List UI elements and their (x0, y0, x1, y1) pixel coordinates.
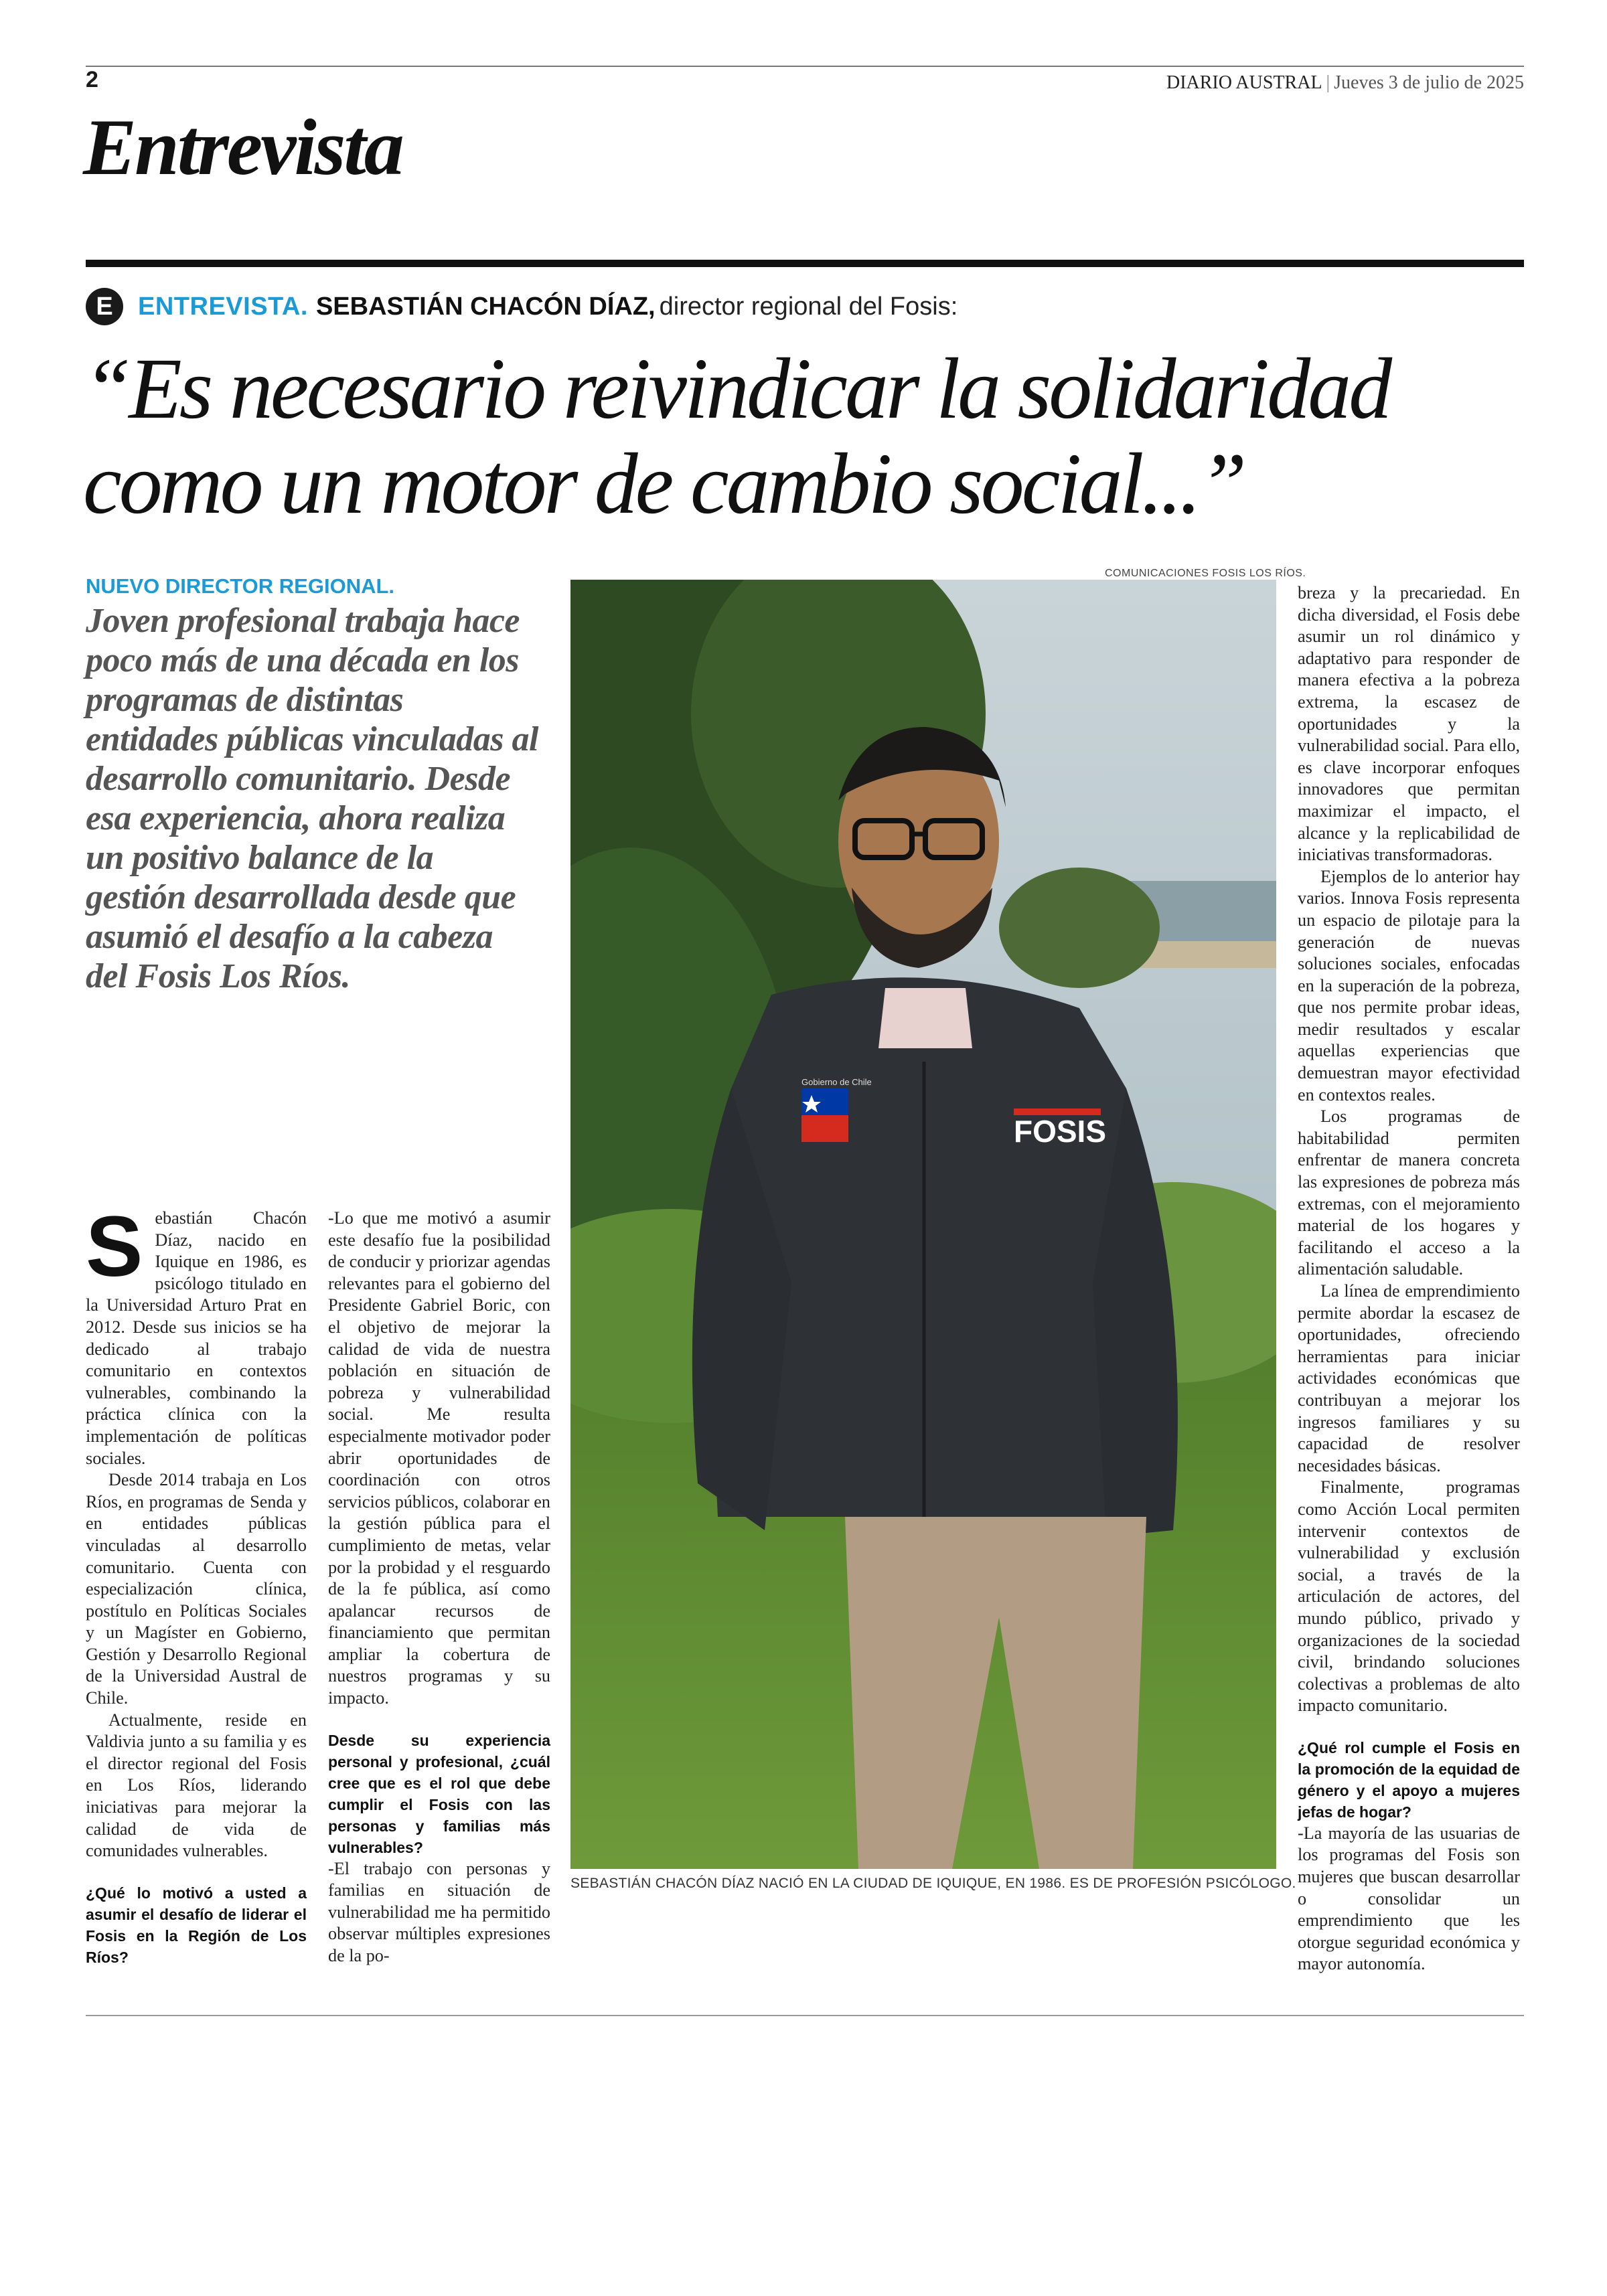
lead-text: Joven profesional trabaja hace poco más de una década en los programas de distintas entidades públicas vinculadas al desarrollo comunitario. Desde esa experiencia, ahora realiza un positivo balance de la gestión desarrollada desde que asumió el desafío a la cabeza del Fosis Los Ríos. (86, 602, 538, 995)
kicker-label: ENTREVISTA. (138, 292, 308, 321)
body-column-3 (1298, 582, 1520, 1975)
body-column-1 (86, 1199, 307, 1968)
section-title: Entrevista (83, 102, 402, 191)
body-column-2 (328, 1208, 550, 1967)
jacket-fosis-logo: FOSIS (1014, 1114, 1107, 1149)
portrait-photo (570, 580, 1276, 1869)
headline: “Es necesario reivindicar la solidaridad como un motor de cambio social...” (83, 341, 1390, 532)
top-rule (86, 66, 1524, 67)
paragraph: La línea de emprendimiento permite abordar la escasez de oportunidades, ofreciendo herramientas para iniciar actividades económicas que contribuyan a mejorar los ingresos familiares y su capacidad de resolver necesidades básicas. (1298, 1281, 1520, 1475)
kicker-role: director regional del Fosis: (659, 292, 958, 321)
lead-label: NUEVO DIRECTOR REGIONAL. (86, 574, 395, 598)
page-number: 2 (86, 67, 98, 92)
paragraph: Los programas de habitabilidad permiten enfrentar de manera concreta las expresiones de pobreza más extremas, con el mejoramiento material de los hogares y facilitando el acceso a la alimentación saludable. (1298, 1106, 1520, 1279)
paragraph: -La mayoría de las usuarias de los programas del Fosis son mujeres que buscan desarrollar o consolidar un emprendimiento que les otorgue seguridad económica y mayor autonomía. (1298, 1823, 1520, 1974)
interview-question: ¿Qué rol cumple el Fosis en la promoción de la equidad de género y el apoyo a mujeres jefas de hogar? (1298, 1738, 1520, 1821)
drop-cap: S (86, 1199, 143, 1295)
paragraph: Ejemplos de lo anterior hay varios. Innova Fosis representa un espacio de pilotaje para la generación de nuevas soluciones sociales, enfocadas en la superación de la pobreza, que nos permite probar ideas, medir resultados y escalar aquellas experiencias que demuestran mayor efectividad en contextos reales. (1298, 866, 1520, 1104)
paragraph (86, 1199, 307, 1469)
kicker (86, 286, 958, 327)
paragraph: breza y la precariedad. En dicha diversidad, el Fosis debe asumir un rol dinámico y adaptativo para responder de manera efectiva a la pobreza extrema, la escasez de oportunidades y la vulnerabilidad social. Para ello, es clave incorporar enfoques innovadores que permitan maximizar el impacto, el alcance y la replicabilidad de iniciativas transformadoras. (1298, 583, 1520, 865)
paragraph: Finalmente, programas como Acción Local permiten intervenir contextos de vulnerabilidad y exclusión social, a través de la articulación de actores, del mundo público, privado y organizaciones de la sociedad civil, brindando soluciones colectivas a problemas de alto impacto comunitario. (1298, 1477, 1520, 1716)
section-rule (86, 260, 1524, 267)
paragraph-text: ebastián Chacón Díaz, nacido en Iquique en 1986, es psicólogo titulado en la Universidad Arturo Prat en 2012. Desde sus inicios se ha dedicado al trabajo comunitario en contextos vulnerables, combinando la práctica clínica con la implementación de políticas sociales. (86, 1208, 307, 1468)
paragraph: Desde 2014 trabaja en Los Ríos, en programas de Senda y en entidades públicas vinculadas al desarrollo comunitario. Cuenta con especialización clínica, postítulo en Políticas Sociales y un Magíster en Gobierno, Gestión y Desarrollo Regional de la Universidad Austral de Chile. (86, 1470, 307, 1708)
masthead (1166, 72, 1524, 94)
kicker-name: SEBASTIÁN CHACÓN DÍAZ, (315, 292, 656, 321)
masthead-separator: | (1326, 72, 1330, 93)
newspaper-name: DIARIO AUSTRAL (1166, 72, 1322, 93)
bottom-rule (86, 2015, 1524, 2016)
issue-date: Jueves 3 de julio de 2025 (1334, 72, 1524, 93)
photo-caption: SEBASTIÁN CHACÓN DÍAZ NACIÓ EN LA CIUDAD DE IQUIQUE, EN 1986. ES DE PROFESIÓN PSICÓLOGO. (570, 1876, 1296, 1891)
interview-question: Desde su experiencia personal y profesional, ¿cuál cree que es el rol que debe cumplir el Fosis con las personas y familias más vulnerables? (328, 1731, 550, 1856)
paragraph: -Lo que me motivó a asumir este desafío fue la posibilidad de conducir y priorizar agendas relevantes para el gobierno del Presidente Gabriel Boric, con el objetivo de mejorar la calidad de vida de nuestra población en situación de pobreza y vulnerabilidad social. Me resulta especialmente motivador poder abrir oportunidades de coordinación con otros servicios públicos, colaborar en la gestión pública para el cumplimiento de metas, velar por la probidad y el resguardo de la fe pública, así como apalancar recursos de financiamiento que permitan ampliar la cobertura de nuestros programas y su impacto. (328, 1208, 550, 1708)
paragraph: -El trabajo con personas y familias en situación de vulnerabilidad me ha permitido observar múltiples expresiones de la po- (328, 1858, 550, 1966)
photo-credit: COMUNICACIONES FOSIS LOS RÍOS. (1105, 568, 1306, 579)
paragraph: Actualmente, reside en Valdivia junto a su familia y es el director regional del Fosis en Los Ríos, liderando iniciativas para mejorar la calidad de vida de comunidades vulnerables. (86, 1710, 307, 1861)
interview-badge-icon: E (86, 288, 123, 325)
jacket-badge-text: Gobierno de Chile (801, 1077, 872, 1087)
interview-question: ¿Qué lo motivó a usted a asumir el desafío de liderar el Fosis en la Región de Los Ríos? (86, 1884, 307, 1966)
